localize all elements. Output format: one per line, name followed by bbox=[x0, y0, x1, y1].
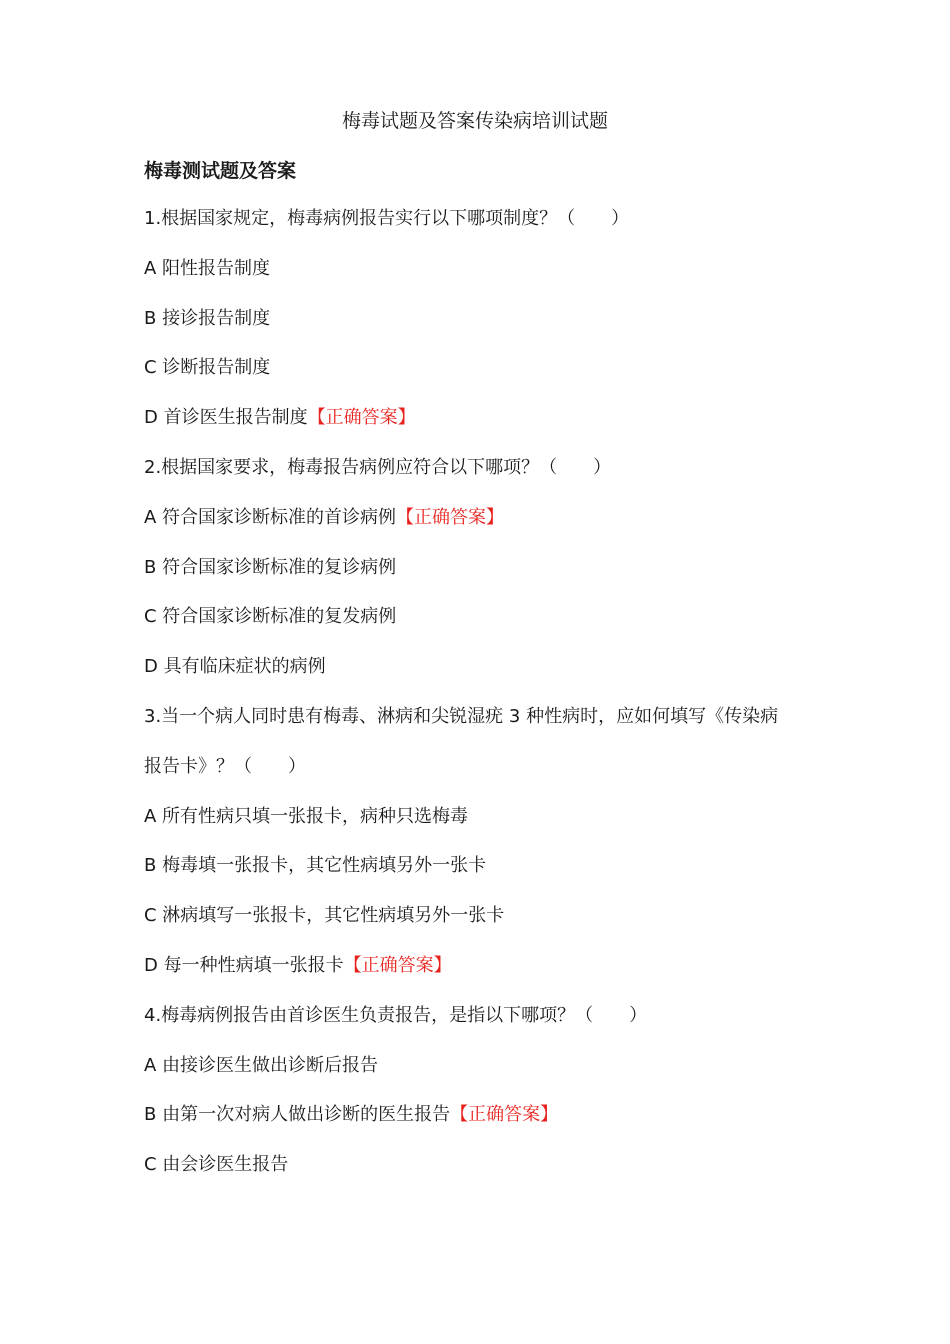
question-3-stem-line-2: 报告卡》？（ ） bbox=[144, 755, 306, 777]
question-2-stem: 2.根据国家要求，梅毒报告病例应符合以下哪项？（ ） bbox=[144, 456, 612, 478]
correct-answer-tag: 【正确答案】 bbox=[343, 954, 452, 976]
question-1-option-d bbox=[144, 405, 824, 431]
question-2-option-d: D 具有临床症状的病例 bbox=[144, 656, 326, 678]
correct-answer-tag: 【正确答案】 bbox=[307, 407, 416, 429]
document-title: 梅毒试题及答案传染病培训试题 bbox=[341, 110, 608, 132]
question-2-option-c: C 符合国家诊断标准的复发病例 bbox=[144, 606, 397, 628]
question-1-option-b: B 接诊报告制度 bbox=[144, 307, 271, 329]
question-4-stem: 4.梅毒病例报告由首诊医生负责报告，是指以下哪项？（ ） bbox=[144, 1004, 648, 1026]
question-4-option-b bbox=[144, 1102, 824, 1128]
section-heading: 梅毒测试题及答案 bbox=[144, 160, 297, 182]
question-4-option-c: C 由会诊医生报告 bbox=[144, 1154, 289, 1176]
question-1-stem: 1.根据国家规定，梅毒病例报告实行以下哪项制度？（ ） bbox=[144, 208, 630, 229]
document-body bbox=[144, 206, 824, 1202]
option-text: A 符合国家诊断标准的首诊病例 bbox=[144, 506, 397, 528]
correct-answer-tag: 【正确答案】 bbox=[396, 506, 505, 528]
question-2-option-a bbox=[144, 505, 824, 531]
question-2-option-b: B 符合国家诊断标准的复诊病例 bbox=[144, 556, 397, 578]
option-text: B 由第一次对病人做出诊断的医生报告 bbox=[144, 1104, 451, 1126]
question-3-option-d bbox=[144, 953, 824, 979]
option-text: D 每一种性病填一张报卡 bbox=[144, 954, 344, 976]
question-4-option-a: A 由接诊医生做出诊断后报告 bbox=[144, 1054, 379, 1076]
correct-answer-tag: 【正确答案】 bbox=[450, 1104, 559, 1126]
question-3-option-b: B 梅毒填一张报卡，其它性病填另外一张卡 bbox=[144, 855, 487, 877]
question-1-option-c: C 诊断报告制度 bbox=[144, 357, 271, 379]
question-1-option-a: A 阳性报告制度 bbox=[144, 257, 271, 279]
option-text: D 首诊医生报告制度 bbox=[144, 407, 308, 429]
question-3-option-a: A 所有性病只填一张报卡，病种只选梅毒 bbox=[144, 805, 469, 827]
question-3-option-c: C 淋病填写一张报卡，其它性病填另外一张卡 bbox=[144, 905, 505, 927]
question-3-stem-line-1: 3.当一个病人同时患有梅毒、淋病和尖锐湿疣 3 种性病时，应如何填写《传染病 bbox=[144, 705, 779, 727]
